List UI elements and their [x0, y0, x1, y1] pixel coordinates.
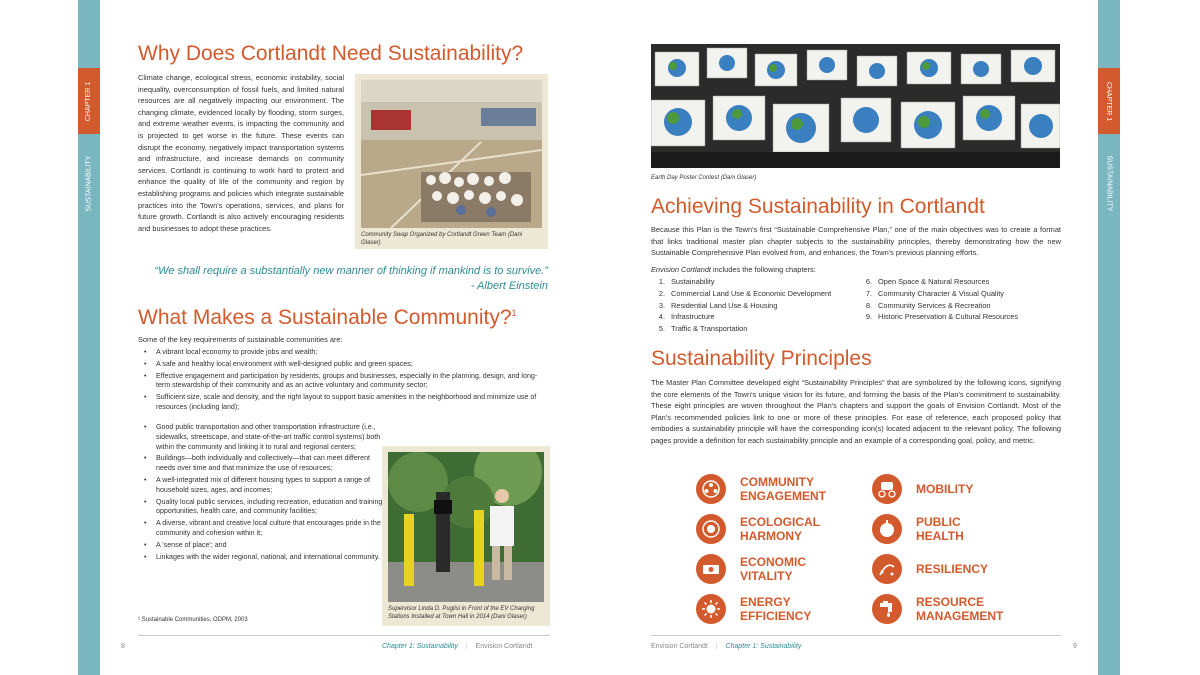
- mobility-icon: [872, 474, 902, 504]
- chapter-num: 9.: [865, 312, 872, 322]
- chapter-label: Historic Preservation & Cultural Resources: [878, 312, 1019, 322]
- footnote: ¹ Sustainable Communities, ODPM, 2003: [138, 617, 248, 623]
- chapter-num: 7.: [865, 288, 872, 298]
- principle-label: [740, 595, 850, 623]
- left-page-number: 8: [121, 643, 125, 650]
- chapter-item: [858, 311, 1018, 323]
- principle-line1: PUBLIC: [916, 515, 961, 529]
- chapter-tab-label: CHAPTER 1: [1105, 81, 1113, 121]
- chapter-tab-label: CHAPTER 1: [85, 81, 93, 121]
- principle-line2: MANAGEMENT: [916, 609, 1004, 623]
- chapter-num: 2.: [658, 288, 665, 298]
- ev-charging-photo: [382, 446, 550, 626]
- chapter-label: Residential Land Use & Housing: [671, 300, 778, 310]
- chapter-item: [651, 300, 831, 312]
- chapter-label: Community Character & Visual Quality: [878, 288, 1004, 298]
- left-footer-chapter: Chapter 1: Sustainability: [382, 643, 458, 650]
- principle-resource-management: [872, 594, 1026, 624]
- principle-line1: ENERGY: [740, 595, 791, 609]
- chapter-item: [651, 311, 831, 323]
- chapters-intro-rest: includes the following chapters:: [710, 265, 816, 274]
- right-footer-doc: Envision Cortlandt: [651, 643, 708, 650]
- chapter-num: 6.: [865, 277, 872, 286]
- chapter-item: [858, 288, 1018, 300]
- principle-line2: ENGAGEMENT: [740, 489, 827, 503]
- footer-divider: |: [465, 643, 468, 650]
- list-item: • Buildings—both individually and collectively—that can meet different needs over time and that minimize the use of resources;: [138, 454, 388, 474]
- resiliency-icon: [872, 554, 902, 584]
- community-swap-photo: [355, 74, 548, 249]
- principle-line2: EFFICIENCY: [740, 609, 812, 623]
- principle-line1: ECONOMIC: [740, 555, 806, 569]
- chapter-item: [651, 323, 831, 335]
- footnote-marker: 1: [511, 308, 517, 318]
- right-page-number: 9: [1073, 643, 1077, 650]
- chapter-item: [858, 300, 1018, 312]
- list-item: • Linkages with the wider regional, national, and international community.: [138, 553, 388, 563]
- principle-label: [740, 555, 850, 583]
- left-footer-doc: Envision Cortlandt: [475, 643, 533, 650]
- community-swap-illustration: [361, 80, 542, 228]
- community-swap-caption: Community Swap Organized by Cortlandt Green Team (Dani Glaser): [361, 232, 523, 246]
- heading-why-sustainability: Why Does Cortlandt Need Sustainability?: [138, 42, 524, 65]
- chapter-label: Open Space & Natural Resources: [878, 277, 990, 286]
- chapter-num: 3.: [658, 300, 665, 310]
- chapter-label: Commercial Land Use & Economic Development: [671, 288, 832, 298]
- chapters-list-col1: [651, 276, 831, 335]
- heading-achieving-sustainability: Achieving Sustainability in Cortlandt: [651, 195, 985, 218]
- quote-author: - Albert Einstein: [470, 280, 548, 292]
- principle-line2: HARMONY: [740, 529, 802, 543]
- energy-efficiency-icon: [696, 594, 726, 624]
- chapter-num: 4.: [658, 312, 665, 322]
- community-engagement-icon: [696, 474, 726, 504]
- principle-line1: COMMUNITY: [740, 475, 814, 489]
- chapters-list-col2: [858, 276, 1018, 323]
- heading-sustainable-community: [138, 306, 517, 330]
- requirements-intro: Some of the key requirements of sustainable communities are:: [138, 335, 343, 344]
- right-chapter-tab: [1098, 68, 1120, 134]
- earth-day-illustration: [651, 44, 1060, 168]
- list-item: • A well-integrated mix of different housing types to support a range of household sizes, ages, and incomes;: [138, 476, 388, 496]
- community-swap-image: [361, 80, 542, 228]
- chapter-num: 8.: [865, 300, 872, 310]
- list-item: • Sufficient size, scale and density, and the right layout to support basic amenities in the neighborhood and minimize use of resources (including land);: [138, 393, 550, 413]
- earth-day-photo: [651, 44, 1060, 168]
- principle-line2: VITALITY: [740, 569, 793, 583]
- principle-line1: RESILIENCY: [916, 562, 989, 576]
- principle-label: [916, 515, 1026, 543]
- achieving-paragraph: Because this Plan is the Town's first “Sustainable Comprehensive Plan,” one of the main objectives was to create a format that links traditional master plan chapter subjects to the sustainability principles, thereby demonstrating how the new Sustainable Comprehensive Plan evolved from, and enhances, the Town's previous planning efforts.: [651, 225, 1061, 258]
- principle-ecological-harmony: [696, 514, 850, 544]
- right-footer-rule: [651, 635, 1061, 636]
- right-footer-labels: [651, 643, 801, 650]
- list-item: • Quality local public services, including recreation, education and training opportunities, health care, and community facilities;: [138, 498, 388, 518]
- chapter-label: Traffic & Transportation: [671, 324, 748, 334]
- left-footer-rule: [138, 635, 550, 636]
- principle-line1: MOBILITY: [916, 482, 974, 496]
- list-item: • Good public transportation and other transportation infrastructure (i.e., sidewalks, streetscape, and state-of-the-art traffic control systems) both within the community and linking it to rural and regional centers;: [138, 423, 388, 452]
- heading-text: What Makes a Sustainable Community?: [138, 306, 512, 329]
- principle-public-health: [872, 514, 1026, 544]
- list-item: • A 'sense of place'; and: [138, 541, 388, 551]
- principle-label: [740, 475, 850, 503]
- economic-vitality-icon: [696, 554, 726, 584]
- left-strip-label: [78, 138, 100, 228]
- public-health-icon: [872, 514, 902, 544]
- principle-resiliency: [872, 554, 1026, 584]
- requirements-list-top: [138, 348, 550, 415]
- chapter-label: Infrastructure: [671, 312, 715, 322]
- principle-label: [916, 595, 1026, 623]
- left-footer-labels: [382, 643, 532, 650]
- principle-line1: ECOLOGICAL: [740, 515, 820, 529]
- chapter-label: Sustainability: [671, 277, 715, 286]
- chapter-item: [651, 288, 831, 300]
- principle-line2: HEALTH: [916, 529, 964, 543]
- principle-community-engagement: [696, 474, 850, 504]
- strip-label-text: SUSTAINABILITY: [85, 155, 93, 211]
- ecological-harmony-icon: [696, 514, 726, 544]
- left-chapter-tab: [78, 68, 100, 134]
- principle-economic-vitality: [696, 554, 850, 584]
- chapter-num: 1.: [658, 277, 665, 286]
- chapter-label: Community Services & Recreation: [878, 300, 991, 310]
- left-margin: [0, 0, 78, 675]
- einstein-quote: [138, 264, 548, 294]
- right-strip-label: [1098, 138, 1120, 228]
- list-item: • A safe and healthy local environment with well-designed public and green spaces;: [138, 360, 550, 370]
- principle-label: [916, 562, 1026, 576]
- principle-label: [740, 515, 850, 543]
- heading-sustainability-principles: Sustainability Principles: [651, 347, 872, 370]
- footer-divider: |: [715, 643, 718, 650]
- principle-line1: RESOURCE: [916, 595, 985, 609]
- principles-paragraph: The Master Plan Committee developed eight “Sustainability Principles” that are symbolized by the following icons, signifying the core elements of the Town's unique vision for its future, and forming the basis of the Plan's commitment to sustainability. These eight principles are woven throughout the Plan's chapters and support the goals of Envision Cortlandt. Most of the Plan's recommended policies link to one or more of these principles. For ease of reference, each proposed policy that embodies a sustainability principle will have the corresponding icon(s) located adjacent to the relevant policy. The following pages provide a definition for each sustainability principle and an example of a corresponding goal, policy, and metric.: [651, 378, 1061, 445]
- chapter-num: 5.: [658, 324, 665, 334]
- quote-text: “We shall require a substantially new manner of thinking if mankind is to survive.”: [154, 265, 548, 277]
- principle-mobility: [872, 474, 1026, 504]
- chapter-item: [651, 276, 831, 288]
- chapters-intro-italic: Envision Cortlandt: [651, 265, 711, 274]
- ev-charging-image: [388, 452, 544, 602]
- list-item: • A diverse, vibrant and creative local culture that encourages pride in the community and cohesion within it;: [138, 519, 388, 539]
- intro-paragraph: Climate change, ecological stress, economic instability, social inequality, overconsumption of fossil fuels, and limited natural resources are all negatively impacting our environment. The changing climate, evidenced locally by flooding, storm surges, and extreme weather events, is impacting the community and is projected to get worse in the future. These events can disrupt the economy, negatively impact transportation systems and infrastructure, and increase demands on community services. Cortlandt is continuing to work hard to protect and enhance the quality of life of the community and region by establishing programs and policies which integrate sustainable practices into the Town's operations, services, and plans for future growth. Cortlandt is also actively encouraging residents and businesses to adopt these practices.: [138, 73, 344, 233]
- ev-charging-caption: Supervisor Linda D. Puglisi in Front of the EV Charging Stations Installed at Town Hall in 2014 (Dani Glaser): [388, 606, 535, 620]
- list-item: • A vibrant local economy to provide jobs and wealth;: [138, 348, 550, 358]
- right-margin: [1122, 0, 1200, 675]
- requirements-list-bottom: [138, 423, 388, 564]
- list-item: • Effective engagement and participation by residents, groups and businesses, especially in the planning, design, and long-term stewardship of their community and as an active voluntary and community sector;: [138, 372, 550, 392]
- chapter-item: [858, 276, 1018, 288]
- principle-energy-efficiency: [696, 594, 850, 624]
- chapters-intro: [651, 264, 1061, 276]
- right-footer-chapter: Chapter 1: Sustainability: [725, 643, 802, 650]
- strip-label-text: SUSTAINABILITY: [1105, 155, 1113, 211]
- principle-label: [916, 482, 1026, 496]
- ev-charging-illustration: [388, 452, 544, 602]
- earth-day-caption: Earth Day Poster Contest (Dani Glaser): [651, 175, 757, 181]
- resource-management-icon: [872, 594, 902, 624]
